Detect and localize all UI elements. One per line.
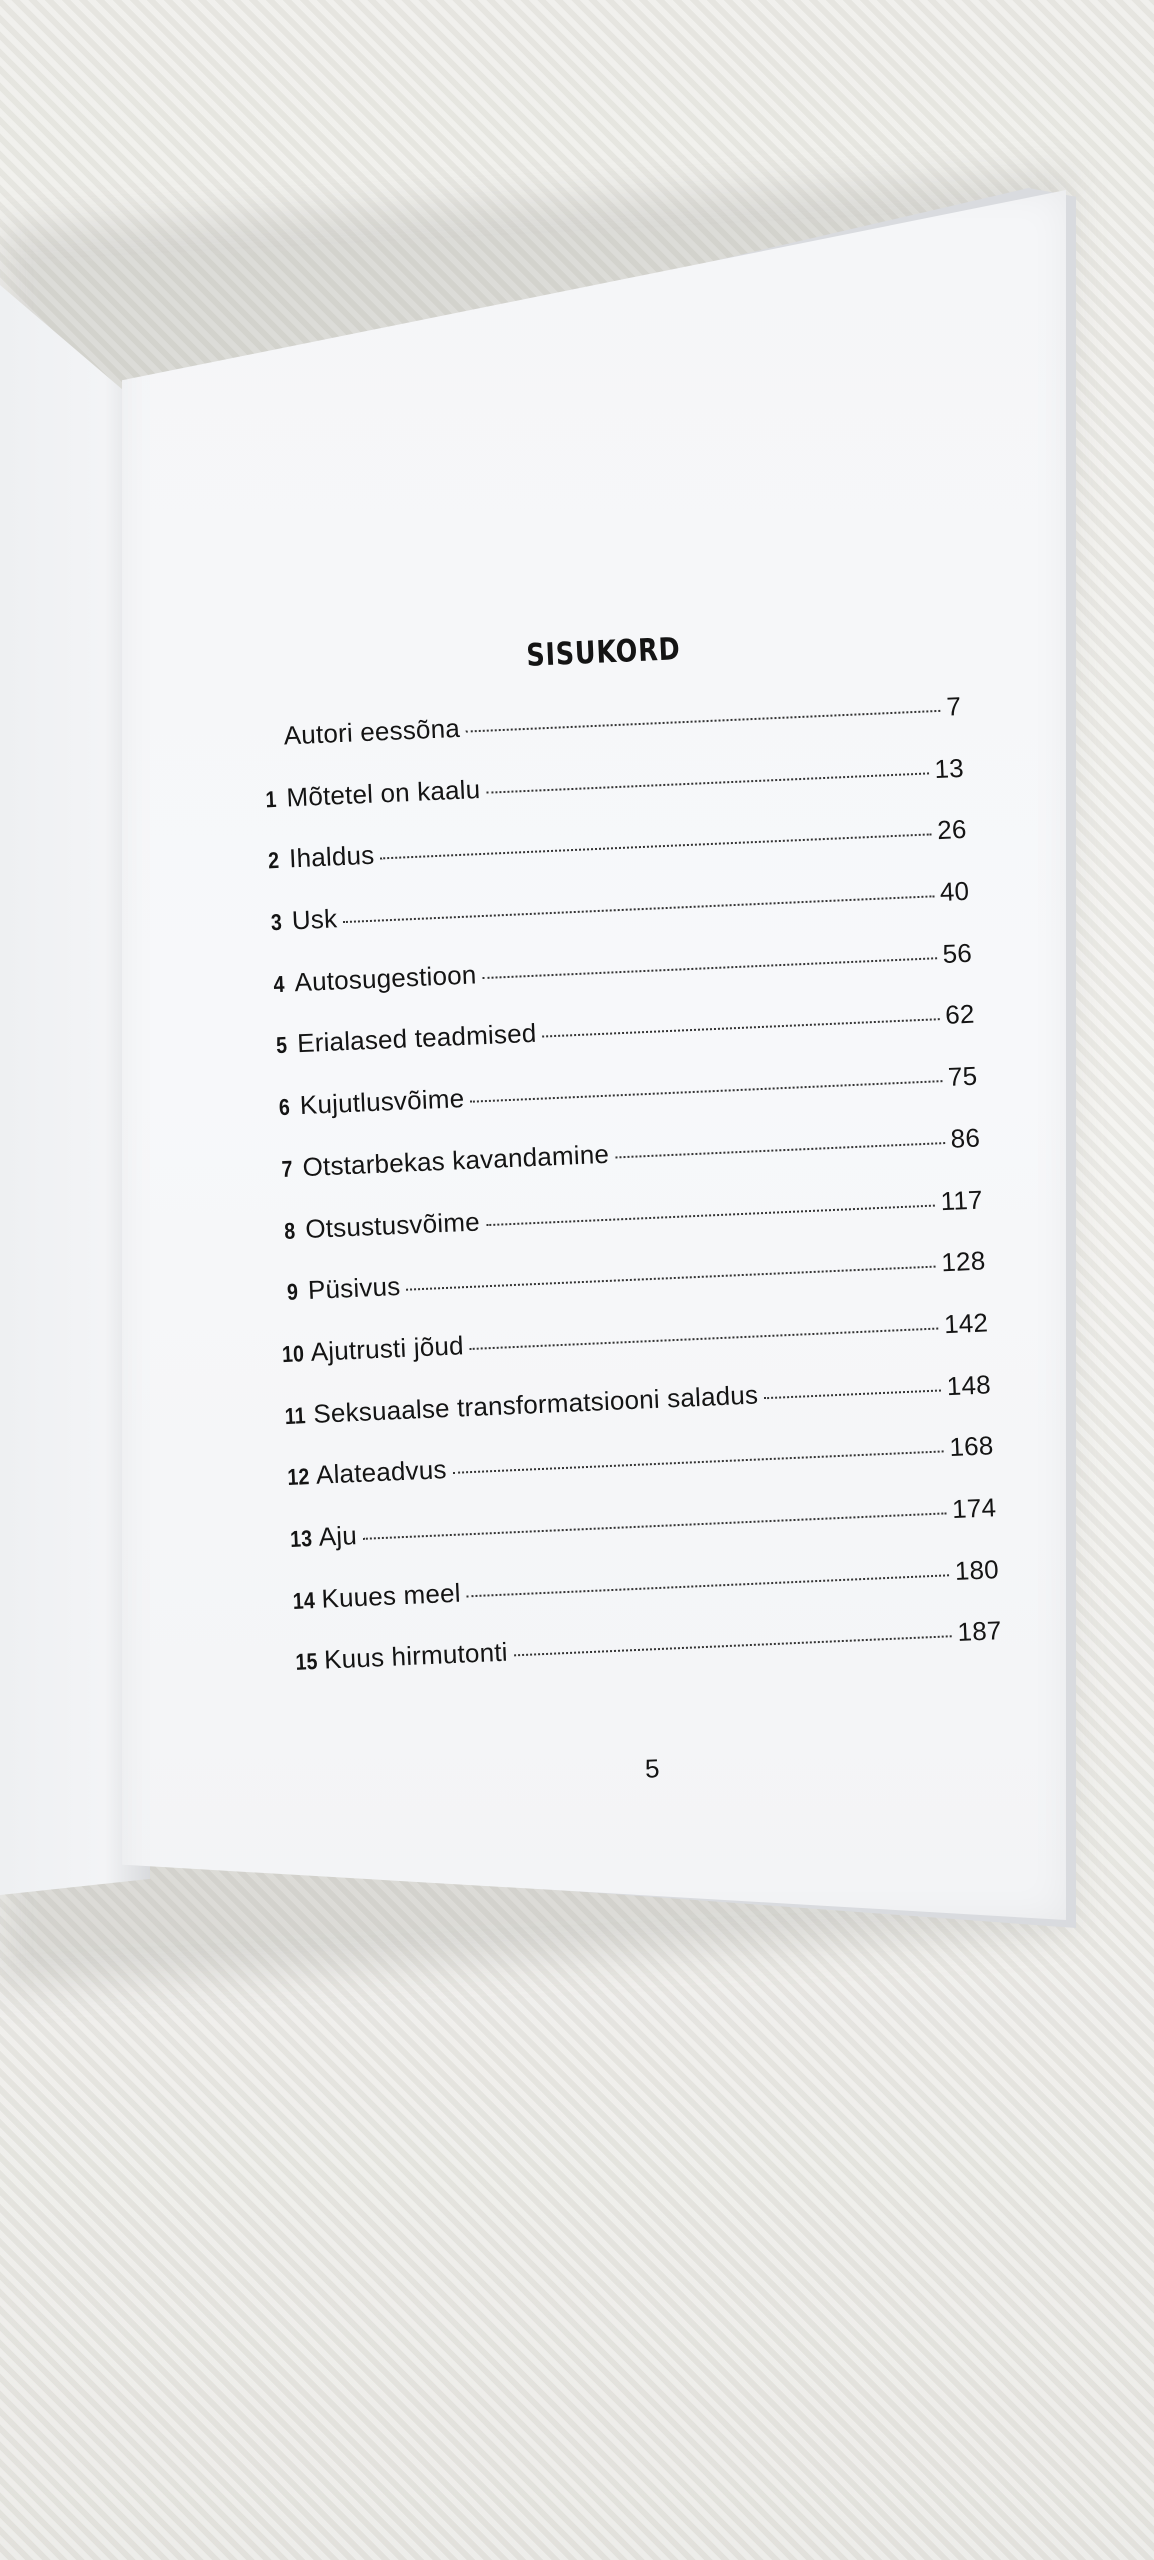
toc-entry-page: 7 [945, 690, 962, 722]
toc-entry-number: 8 [283, 1216, 296, 1244]
toc-entry-page: 187 [956, 1615, 1003, 1648]
toc-leader-dots [542, 1018, 939, 1038]
toc-leader-dots [486, 1203, 935, 1226]
toc-entry-page: 128 [940, 1245, 986, 1278]
toc-entry-page: 142 [943, 1307, 989, 1340]
toc-leader-dots [486, 771, 928, 793]
toc-leader-dots [466, 709, 941, 733]
toc-leader-dots [467, 1573, 949, 1597]
toc-leader-dots [406, 1265, 935, 1291]
toc-entry-page: 117 [939, 1183, 984, 1216]
toc-list [251, 691, 1003, 1708]
toc-leader-dots [363, 1511, 946, 1539]
toc-entry-page: 174 [951, 1492, 997, 1525]
toc-entry-title: Ihaldus [288, 840, 375, 874]
toc-entry-page: 148 [946, 1368, 992, 1401]
toc-entry-page: 56 [941, 937, 973, 969]
toc-entry-title: Kujutlusvõime [299, 1083, 465, 1121]
toc-entry-number: 10 [281, 1340, 305, 1368]
toc-entry-number: 3 [270, 908, 283, 936]
toc-entry-page: 180 [954, 1553, 1000, 1586]
toc-entry-page: 13 [933, 752, 965, 784]
toc-leader-dots [482, 956, 936, 979]
toc-entry-title: Seksuaalse transformatsiooni saladus [312, 1379, 759, 1429]
toc-entry-number: 2 [267, 847, 280, 874]
toc-entry-title: Erialased teadmised [296, 1018, 538, 1059]
toc-leader-dots [343, 894, 934, 923]
toc-entry-page: 26 [936, 814, 968, 846]
page-title: SISUKORD [525, 631, 682, 674]
toc-leader-dots [615, 1141, 945, 1158]
page-number: 5 [644, 1753, 661, 1784]
toc-entry-number [255, 745, 274, 746]
toc-entry-number: 9 [286, 1278, 299, 1306]
toc-entry-number: 14 [292, 1586, 316, 1614]
toc-entry-page: 86 [950, 1122, 981, 1154]
toc-entry-title: Mõtetel on kaalu [285, 773, 481, 813]
toc-leader-dots [470, 1326, 939, 1349]
toc-leader-dots [453, 1450, 944, 1474]
toc-entry-number: 12 [286, 1463, 311, 1491]
table-of-contents-page [248, 619, 1009, 1829]
toc-entry-page: 62 [944, 999, 976, 1031]
toc-leader-dots [470, 1079, 942, 1103]
toc-entry-number: 6 [278, 1093, 291, 1121]
toc-entry-title: Kuues meel [320, 1577, 462, 1614]
toc-entry-title: Autori eessõna [283, 712, 461, 751]
toc-leader-dots [764, 1388, 941, 1399]
toc-entry-page: 168 [948, 1430, 995, 1463]
toc-entry-title: Alateadvus [315, 1454, 448, 1491]
toc-entry-number: 11 [284, 1401, 307, 1429]
toc-entry-number: 7 [281, 1155, 294, 1182]
toc-entry-title: Aju [318, 1520, 358, 1552]
toc-leader-dots [514, 1635, 952, 1657]
toc-entry-title: Autosugestioon [293, 959, 478, 998]
toc-entry-number: 4 [272, 970, 286, 997]
toc-entry-title: Püsivus [307, 1271, 402, 1306]
toc-entry-title: Ajutrusti jõud [310, 1330, 465, 1367]
toc-entry-number: 5 [275, 1032, 288, 1059]
toc-entry-title: Otstarbekas kavandamine [301, 1138, 610, 1182]
toc-entry-page: 40 [939, 875, 970, 908]
toc-entry-number: 1 [264, 785, 278, 813]
toc-entry-number: 15 [294, 1648, 319, 1676]
toc-leader-dots [380, 833, 931, 860]
toc-entry-title: Kuus hirmutonti [323, 1636, 509, 1675]
toc-entry-title: Usk [291, 903, 338, 936]
toc-entry-number: 13 [289, 1524, 313, 1552]
toc-entry-title: Otsustusvõime [304, 1205, 481, 1244]
toc-entry-page: 75 [947, 1060, 978, 1092]
